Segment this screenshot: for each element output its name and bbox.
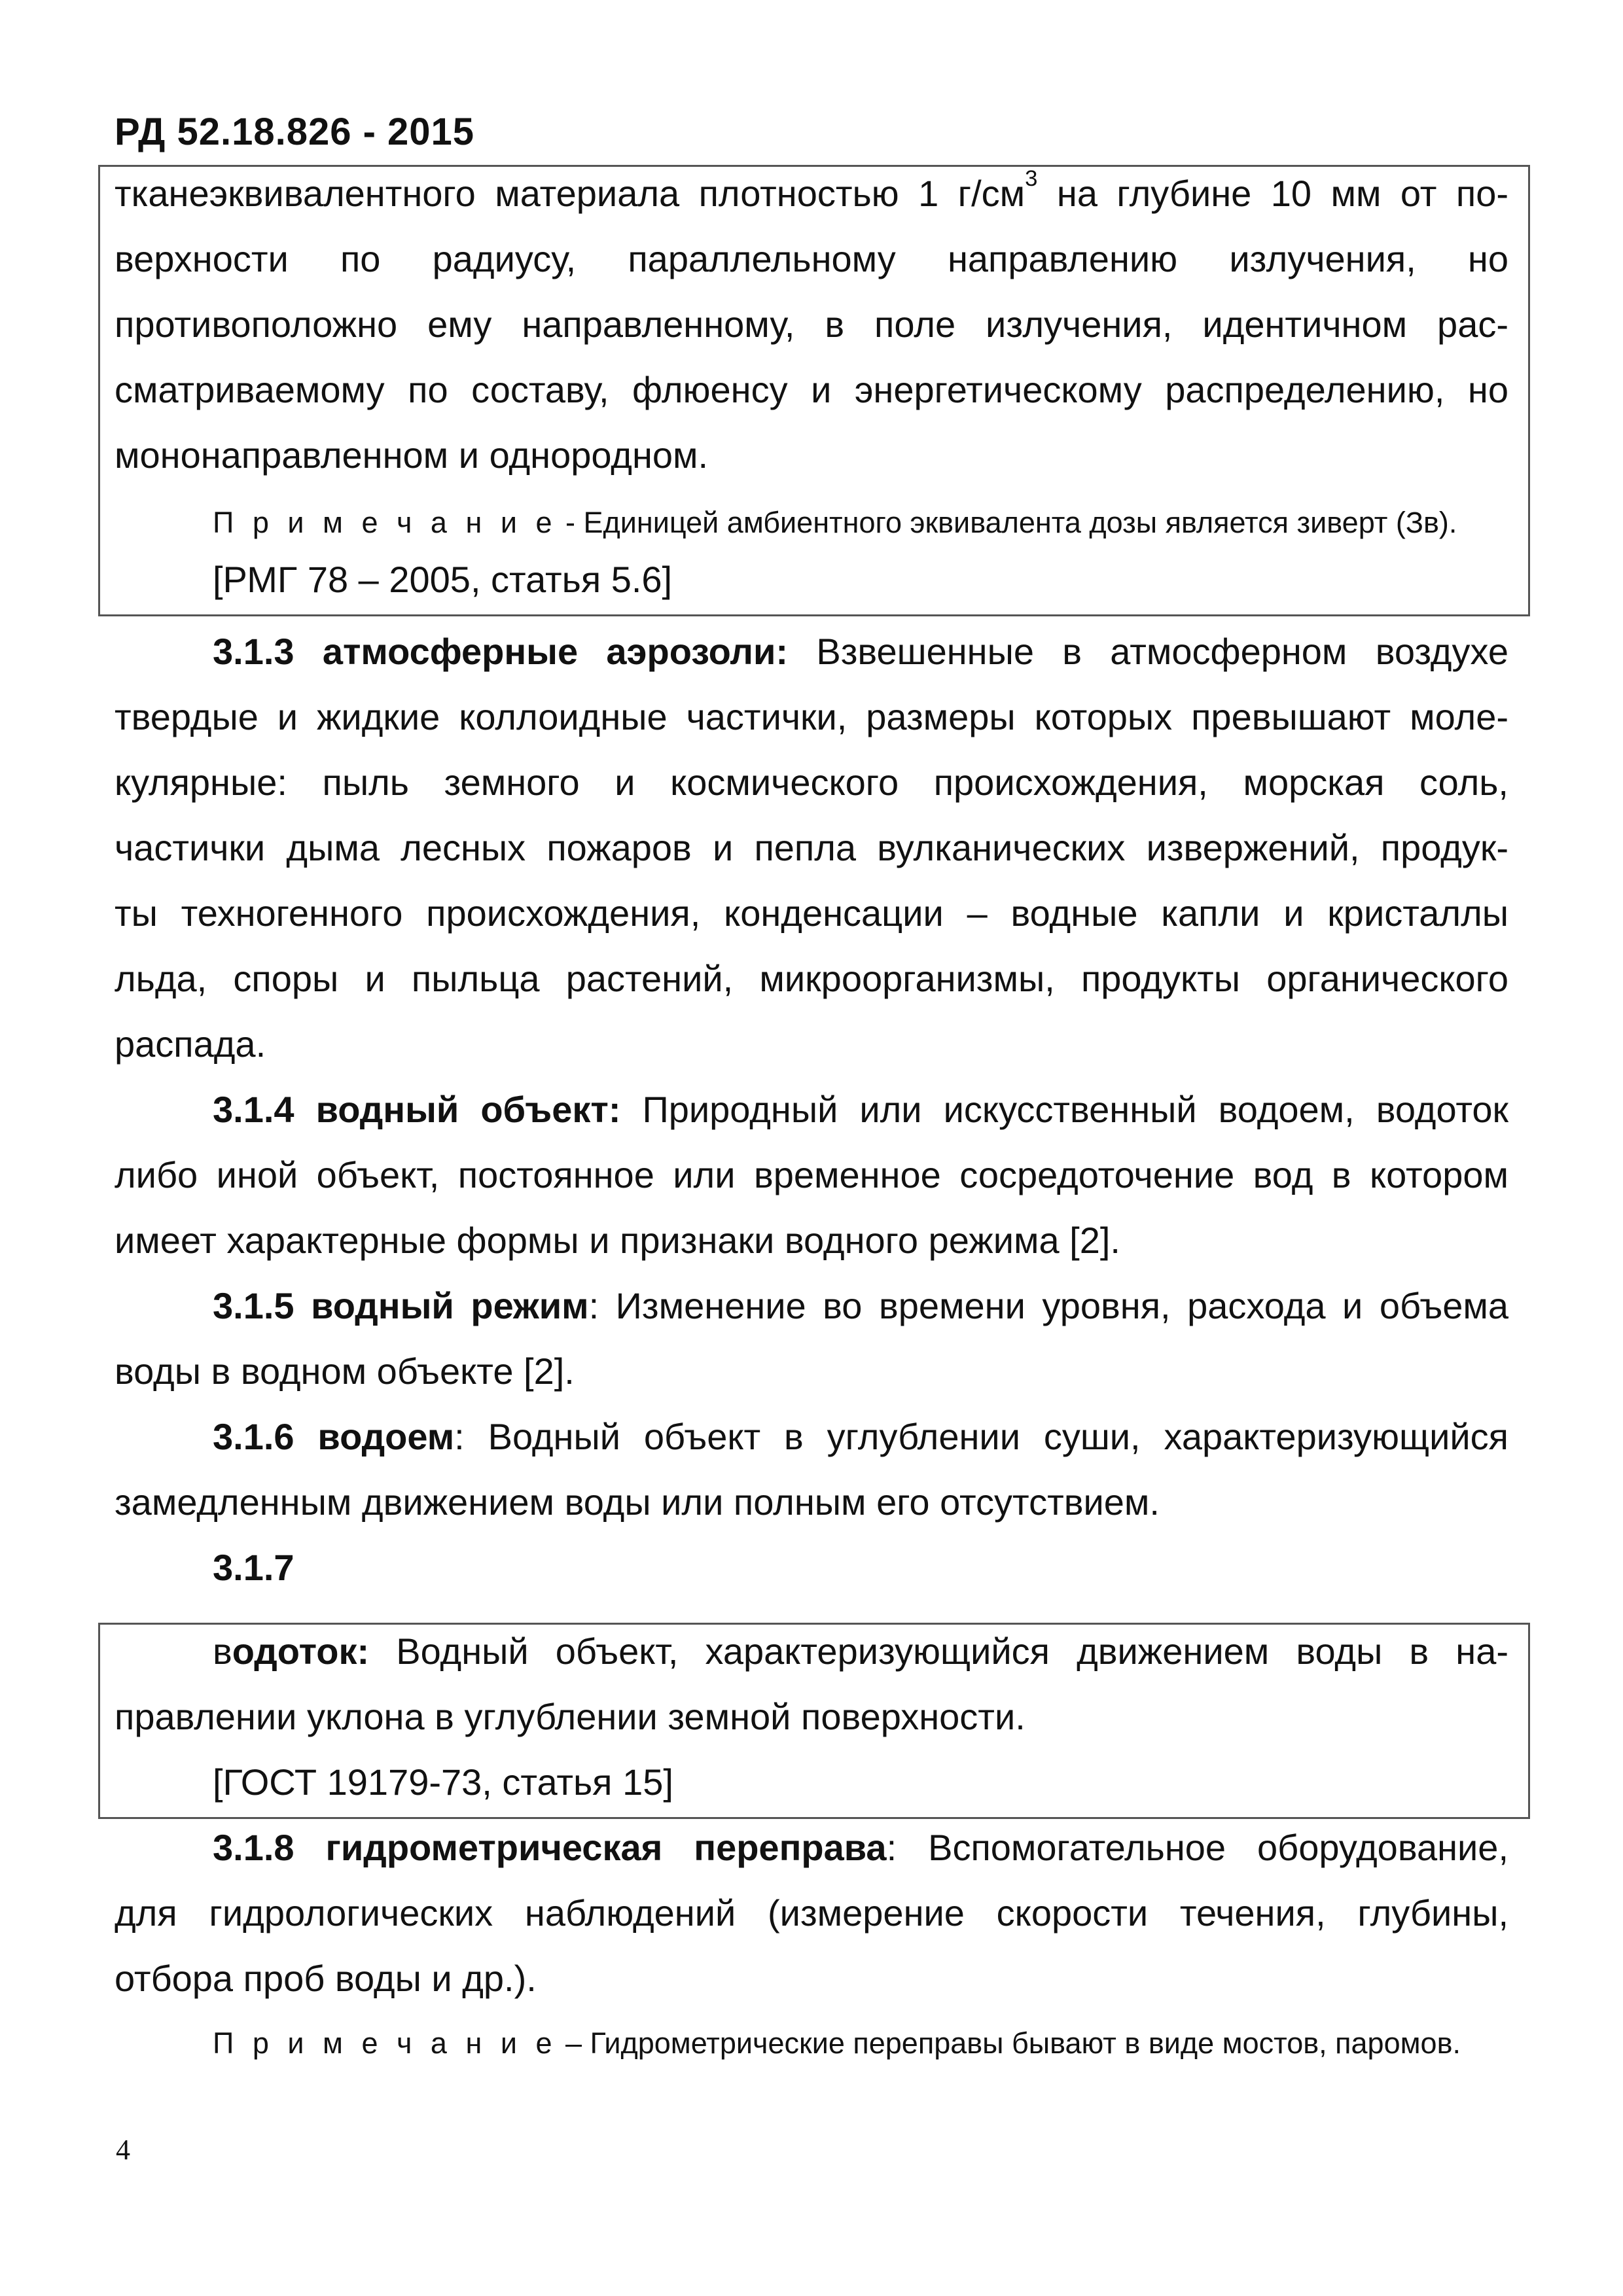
definition-3-1-5-first-line xyxy=(213,1285,1508,1326)
definition-3-1-7-reference: [ГОСТ 19179-73, статья 15] xyxy=(213,1761,673,1803)
definition-3-1-4-first-line xyxy=(213,1091,1508,1128)
box1-line-5: мононаправленном и однородном. xyxy=(115,434,709,476)
definition-3-1-8-first-line xyxy=(213,1829,1508,1866)
definition-3-1-6-line: замедленным движением воды или полным его отсутствием. xyxy=(115,1481,1160,1523)
page-number: 4 xyxy=(116,2134,130,2166)
text-span: Природный или искусственный водоем, водоток xyxy=(620,1089,1509,1130)
definition-3-1-6-first-line xyxy=(213,1416,1508,1457)
note-label: П р и м е ч а н и е xyxy=(213,2026,558,2060)
text-span: Водный объект, характеризующийся движением воды в на- xyxy=(369,1631,1508,1672)
definition-3-1-8-note xyxy=(213,2028,1508,2058)
note-text: – Гидрометрические переправы бывают в виде мостов, паромов. xyxy=(557,2026,1461,2060)
definition-3-1-3-line: ты техногенного происхождения, конденсации – водные капли и кристаллы xyxy=(115,892,1508,934)
definition-number: 3.1.8 xyxy=(213,1827,326,1868)
box1-line-1 xyxy=(115,166,1508,214)
definition-term: водоем xyxy=(317,1416,455,1457)
box1-note xyxy=(213,508,1508,537)
document-header: РД 52.18.826 - 2015 xyxy=(115,111,475,153)
definition-3-1-3-line: распада. xyxy=(115,1023,266,1065)
definition-3-1-3-first-line xyxy=(213,633,1508,670)
text-span: Взвешенные в атмосферном воздухе xyxy=(788,631,1508,672)
note-label: П р и м е ч а н и е xyxy=(213,506,558,539)
definition-term: атмосферные аэрозоли: xyxy=(322,631,789,672)
definition-term: одоток: xyxy=(232,1631,370,1672)
definition-3-1-3-line: кулярные: пыль земного и космического происхождения, морская соль, xyxy=(115,762,1508,803)
definition-3-1-7-line: правлении уклона в углублении земной поверхности. xyxy=(115,1696,1026,1737)
text-span: : Вспомогательное оборудование, xyxy=(886,1827,1509,1868)
definition-number: 3.1.4 xyxy=(213,1089,316,1130)
definition-number: 3.1.5 xyxy=(213,1285,312,1326)
box1-line-2: верхности по радиусу, параллельному направлению излучения, но xyxy=(115,238,1508,279)
definition-term: водный объект: xyxy=(315,1089,621,1130)
definition-3-1-7-number: 3.1.7 xyxy=(213,1547,294,1588)
definition-3-1-4-line: либо иной объект, постоянное или временное сосредоточение вод в котором xyxy=(115,1154,1508,1195)
definition-3-1-3-line: частички дыма лесных пожаров и пепла вулканических извержений, продук- xyxy=(115,827,1508,868)
definition-3-1-8-line: отбора проб воды и др.). xyxy=(115,1958,537,1999)
definition-3-1-3-line: твердые и жидкие коллоидные частички, размеры которых превышают моле- xyxy=(115,696,1508,737)
text-span: : Изменение во времени уровня, расхода и объема xyxy=(588,1285,1508,1326)
text-span: в xyxy=(213,1631,232,1672)
definition-number: 3.1.3 xyxy=(213,631,323,672)
definition-3-1-4-line: имеет характерные формы и признаки водного режима [2]. xyxy=(115,1220,1120,1261)
definition-3-1-8-line: для гидрологических наблюдений (измерение скорости течения, глубины, xyxy=(115,1892,1508,1934)
note-text: - Единицей амбиентного эквивалента дозы является зиверт (Зв). xyxy=(557,506,1457,539)
definition-number: 3.1.6 xyxy=(213,1416,318,1457)
definition-term: водный режим xyxy=(311,1285,589,1326)
box1-line-3: противоположно ему направленному, в поле излучения, идентичном рас- xyxy=(115,304,1508,345)
definition-3-1-3-line: льда, споры и пыльца растений, микроорганизмы, продукты органического xyxy=(115,958,1508,999)
superscript: 3 xyxy=(1025,166,1038,191)
text-span: : Водный объект в углублении суши, характеризующийся xyxy=(454,1416,1508,1457)
text-span: тканеэквивалентного материала плотностью 1 г/см xyxy=(115,173,1026,214)
definition-term: гидрометрическая переправа xyxy=(325,1827,887,1868)
box1-line-4: сматриваемому по составу, флюенсу и энергетическому распределению, но xyxy=(115,369,1508,410)
definition-3-1-5-line: воды в водном объекте [2]. xyxy=(115,1351,575,1392)
box1-reference: [РМГ 78 – 2005, статья 5.6] xyxy=(213,559,673,600)
text-span: на глубине 10 мм от по- xyxy=(1037,173,1508,214)
definition-3-1-7-first-line xyxy=(213,1633,1508,1670)
